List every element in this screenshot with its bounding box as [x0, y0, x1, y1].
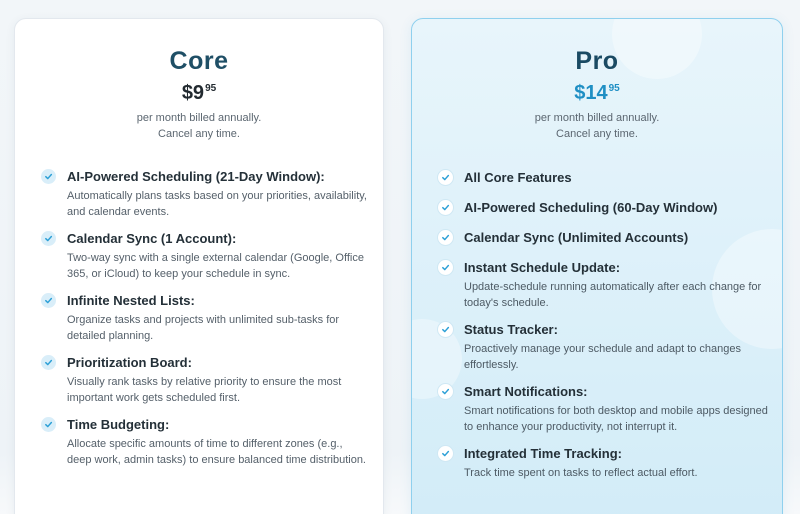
price-cents: 95: [608, 83, 620, 94]
billing-note: [412, 110, 782, 142]
feature-description: Visually rank tasks by relative priority to ensure the most important work gets scheduled first.: [67, 376, 342, 404]
plan-card-pro: [411, 18, 783, 514]
check-icon: [438, 260, 453, 275]
feature-title: Time Budgeting:: [67, 417, 170, 432]
feature-title: All Core Features: [464, 170, 572, 185]
feature-item: [41, 417, 369, 468]
feature-description: Allocate specific amounts of time to different zones (e.g., deep work, admin tasks) to ensure balanced time distribution.: [67, 438, 366, 466]
check-icon: [438, 230, 453, 245]
plan-card-core: [14, 18, 384, 514]
feature-description: Track time spent on tasks to reflect actual effort.: [464, 467, 698, 479]
feature-title: Instant Schedule Update:: [464, 260, 621, 275]
check-icon: [41, 169, 56, 184]
feature-title: AI-Powered Scheduling (21-Day Window):: [67, 169, 325, 184]
billing-note: [15, 110, 383, 142]
billing-line: per month billed annually.: [534, 112, 660, 124]
feature-title: Smart Notifications:: [464, 384, 588, 399]
cancel-note: Cancel any time.: [158, 128, 240, 140]
feature-description: Automatically plans tasks based on your priorities, availability, and calendar events.: [67, 190, 367, 218]
feature-item: [41, 293, 369, 344]
feature-description: Update-schedule running automatically after each change for today's schedule.: [464, 281, 762, 309]
plan-name: Pro: [575, 47, 619, 75]
feature-description: Smart notifications for both desktop and mobile apps designed to enhance your productivity, not interrupt it.: [464, 405, 768, 433]
feature-description: Organize tasks and projects with unlimited sub-tasks for detailed planning.: [67, 314, 340, 342]
check-icon: [438, 170, 453, 185]
feature-item: [438, 260, 768, 311]
feature-item: [438, 170, 768, 186]
feature-item: [438, 322, 768, 373]
feature-title: Infinite Nested Lists:: [67, 293, 195, 308]
feature-list: [41, 169, 369, 468]
feature-description: Two-way sync with a single external calendar (Google, Office 365, or iCloud) to keep your schedule in sync.: [67, 252, 364, 280]
plan-price: [15, 82, 383, 105]
feature-item: [41, 355, 369, 406]
check-icon: [41, 355, 56, 370]
feature-title: Status Tracker:: [464, 322, 558, 337]
check-icon: [438, 384, 453, 399]
feature-list: [438, 170, 768, 481]
feature-title: AI-Powered Scheduling (60-Day Window): [464, 200, 718, 215]
feature-item: [438, 200, 768, 216]
billing-line: per month billed annually.: [136, 112, 262, 124]
check-icon: [438, 200, 453, 215]
plan-name: Core: [169, 47, 229, 75]
feature-title: Integrated Time Tracking:: [464, 446, 622, 461]
price-amount: $9: [181, 82, 205, 104]
feature-title: Calendar Sync (Unlimited Accounts): [464, 230, 689, 245]
feature-title: Prioritization Board:: [67, 355, 192, 370]
check-icon: [438, 446, 453, 461]
check-icon: [41, 231, 56, 246]
feature-item: [41, 231, 369, 282]
feature-item: [438, 230, 768, 246]
feature-item: [438, 384, 768, 435]
check-icon: [438, 322, 453, 337]
price-amount: $14: [574, 82, 608, 104]
cancel-note: Cancel any time.: [556, 128, 638, 140]
plan-price: [412, 82, 782, 105]
check-icon: [41, 417, 56, 432]
feature-title: Calendar Sync (1 Account):: [67, 231, 237, 246]
feature-description: Proactively manage your schedule and adapt to changes effortlessly.: [464, 343, 742, 371]
feature-item: [438, 446, 768, 481]
check-icon: [41, 293, 56, 308]
price-cents: 95: [205, 83, 217, 94]
feature-item: [41, 169, 369, 220]
